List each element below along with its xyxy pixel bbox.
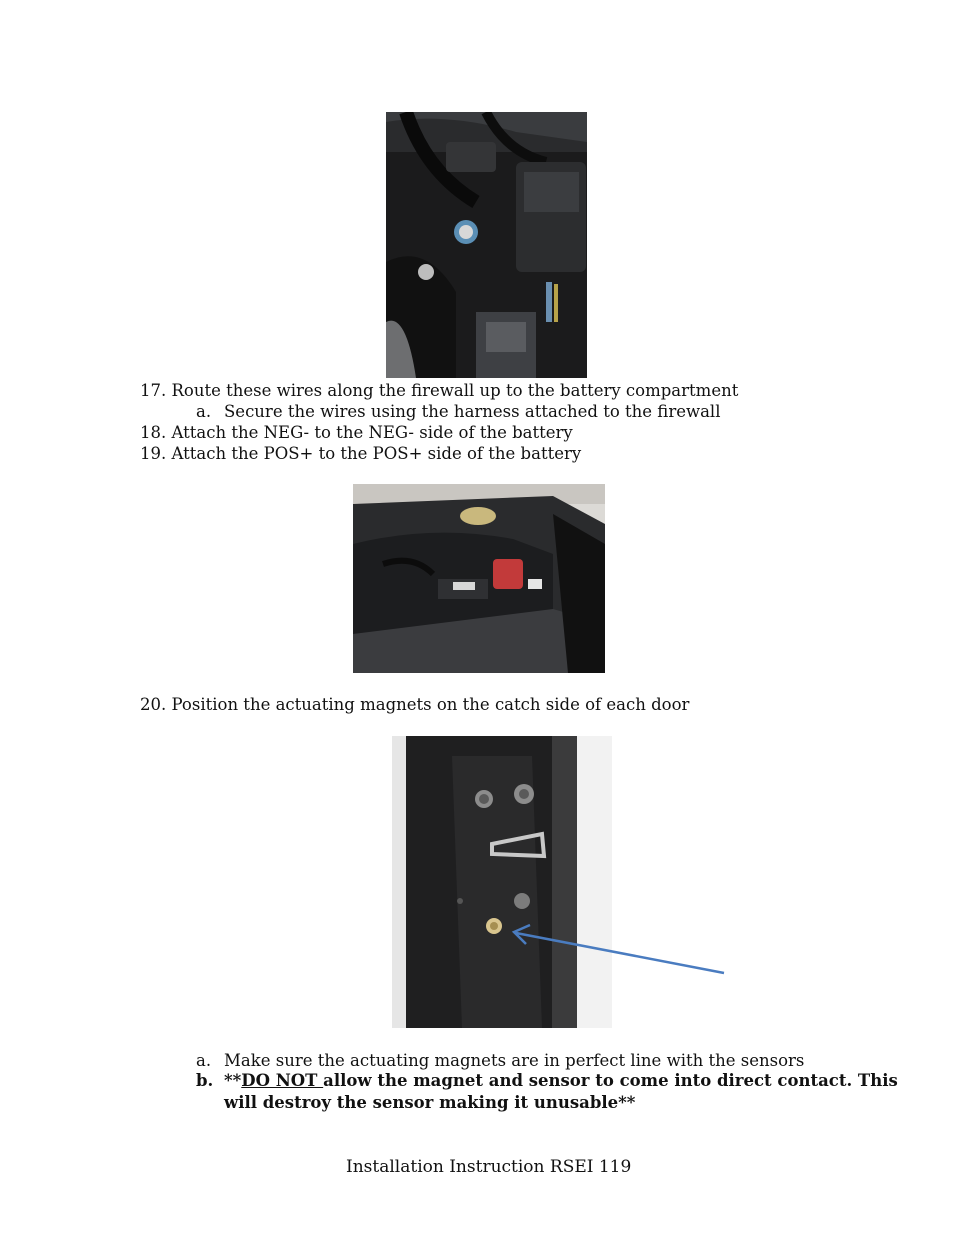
- warning-rest: allow the magnet and sensor to come into direct contact. This: [323, 1071, 898, 1090]
- photo-door-catch: [392, 736, 612, 1028]
- step-17: 17. Route these wires along the firewall up to the battery compartment: [140, 381, 739, 400]
- warning-do-not: DO NOT: [241, 1071, 324, 1090]
- step-20a-marker: a.: [196, 1051, 212, 1070]
- step-19: 19. Attach the POS+ to the POS+ side of the battery: [140, 444, 582, 463]
- step-20b-warning-line2: will destroy the sensor making it unusable**: [224, 1093, 636, 1112]
- step-20b-warning: [224, 1070, 898, 1091]
- photo-firewall-wiring: [386, 112, 587, 378]
- warning-prefix: **: [224, 1071, 242, 1090]
- step-20a: Make sure the actuating magnets are in perfect line with the sensors: [224, 1051, 805, 1070]
- step-18: 18. Attach the NEG- to the NEG- side of the battery: [140, 423, 573, 442]
- page-footer: Installation Instruction RSEI 119: [346, 1157, 632, 1177]
- step-17a: Secure the wires using the harness attached to the firewall: [224, 402, 721, 421]
- step-20b-marker: b.: [196, 1071, 214, 1090]
- step-20: 20. Position the actuating magnets on the catch side of each door: [140, 695, 690, 714]
- arrow-icon: [500, 920, 730, 980]
- photo-battery-compartment: [353, 484, 605, 673]
- step-17a-marker: a.: [196, 402, 212, 421]
